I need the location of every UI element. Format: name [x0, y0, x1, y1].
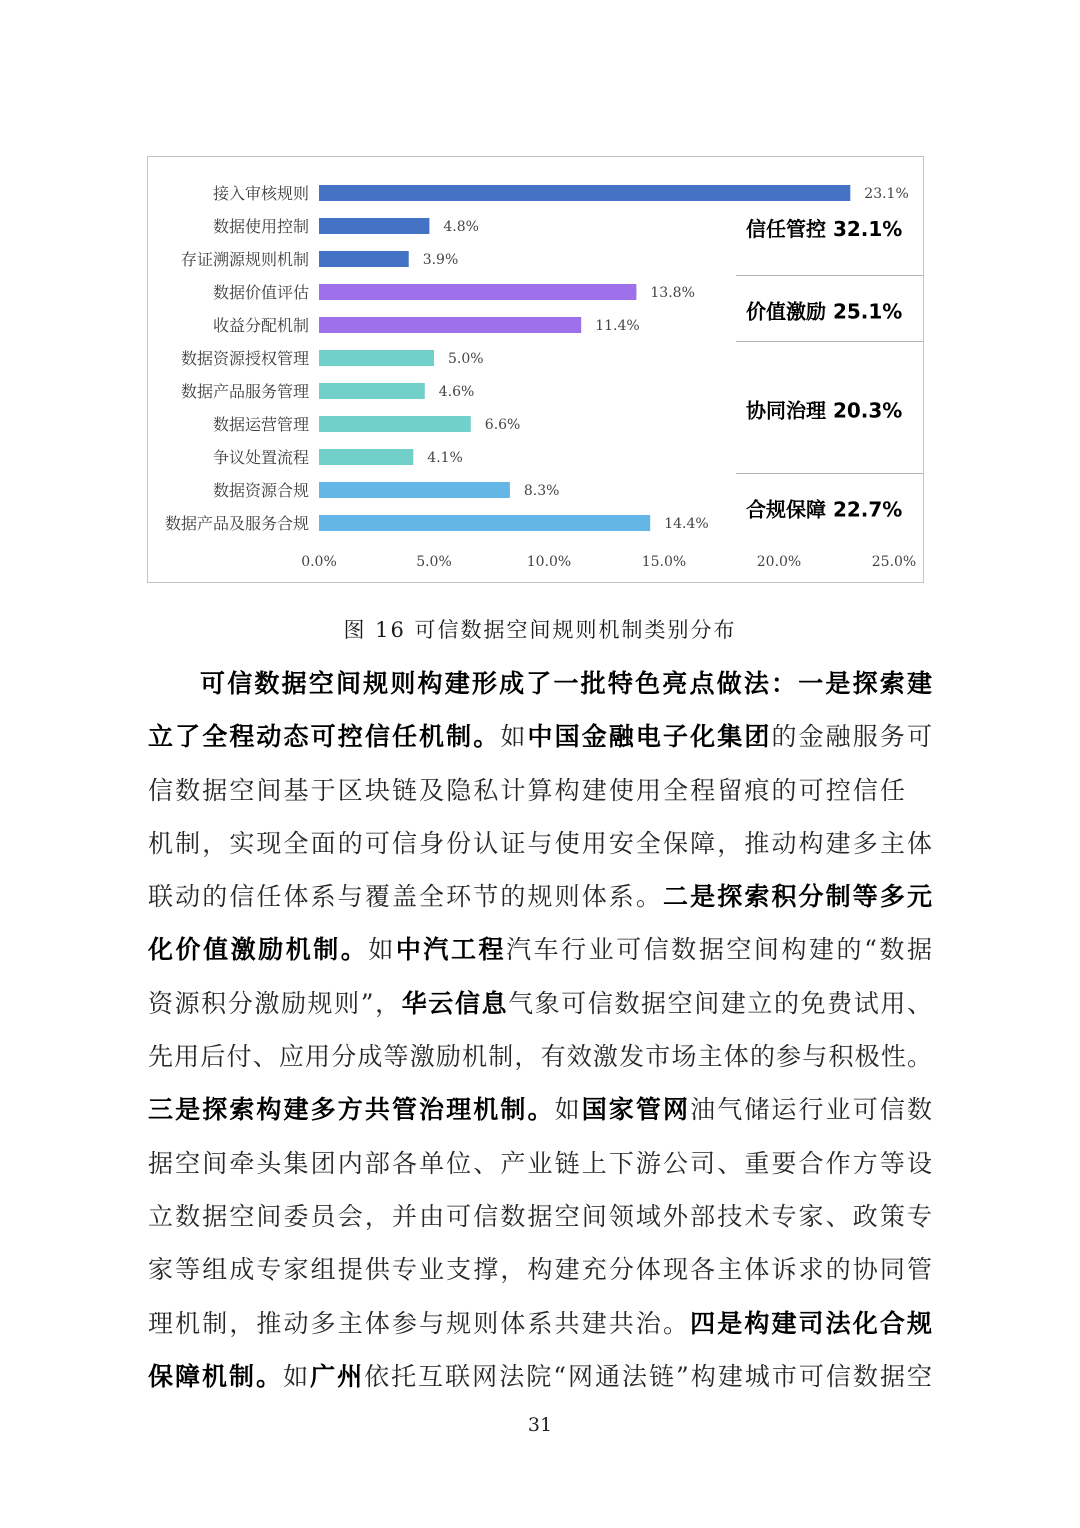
group-label: 价值激励 25.1%	[746, 299, 903, 324]
category-label: 数据资源授权管理	[180, 349, 309, 368]
bar-chart	[147, 156, 924, 583]
bold-text: 四是构建司法化合规	[690, 1308, 932, 1338]
bold-text: 华云信息	[401, 988, 509, 1018]
body-text: 家等组成专家组提供专业支撑，构建充分体现各主体诉求的协同管	[148, 1255, 932, 1285]
bar	[319, 317, 581, 333]
body-text: 气象可信数据空间建立的免费试用、	[508, 988, 932, 1018]
category-label: 数据价值评估	[212, 283, 309, 302]
bar	[319, 251, 409, 267]
bold-text: 立了全程动态可控信任机制。	[148, 722, 501, 752]
body-line	[148, 1030, 932, 1083]
value-label: 11.4%	[595, 318, 640, 334]
body-line	[148, 710, 932, 763]
body-line	[148, 1297, 932, 1350]
body-text: 如	[554, 1095, 582, 1125]
bar	[319, 383, 425, 399]
category-label: 争议处置流程	[212, 448, 309, 467]
body-text: 信数据空间基于区块链及隐私计算构建使用全程留痕的可控信任	[148, 775, 905, 805]
value-label: 6.6%	[484, 417, 521, 433]
bold-text: 广州	[310, 1361, 365, 1391]
group-label: 合规保障 22.7%	[746, 497, 903, 522]
bar-chart-canvas	[148, 157, 925, 584]
body-line	[200, 657, 932, 710]
body-line	[148, 977, 932, 1030]
bold-text: 国家管网	[581, 1095, 691, 1125]
body-line	[148, 1243, 932, 1296]
body-paragraph	[148, 657, 932, 1403]
bold-text: 化价值激励机制。	[148, 935, 369, 965]
body-line	[148, 1190, 932, 1243]
category-label: 数据产品服务管理	[180, 382, 309, 401]
page-number: 31	[527, 1414, 553, 1436]
bold-text: 中汽工程	[395, 935, 507, 965]
bar	[319, 350, 434, 366]
bar	[319, 218, 429, 234]
category-label: 数据使用控制	[212, 217, 309, 236]
value-label: 4.6%	[438, 384, 475, 400]
body-line	[148, 817, 932, 870]
body-text: 理机制，推动多主体参与规则体系共建共治。	[148, 1308, 691, 1338]
body-text: 依托互联网法院“网通法链”构建城市可信数据空	[364, 1361, 932, 1391]
body-text: 如	[368, 935, 396, 965]
x-tick-label: 10.0%	[526, 554, 572, 570]
figure-caption: 图 16 可信数据空间规则机制类别分布	[343, 618, 737, 642]
category-label: 接入审核规则	[212, 184, 309, 203]
body-text: 据空间牵头集团内部各单位、产业链上下游公司、重要合作方等设	[148, 1148, 932, 1178]
bar	[319, 482, 510, 498]
bold-text: 三是探索构建多方共管治理机制。	[148, 1095, 555, 1125]
x-tick-label: 15.0%	[641, 554, 687, 570]
value-label: 23.1%	[864, 186, 909, 202]
body-text: 先用后付、应用分成等激励机制，有效激发市场主体的参与积极性。	[148, 1042, 932, 1072]
body-text: 油气储运行业可信数	[690, 1095, 932, 1125]
bold-text: 二是探索积分制等多元	[663, 882, 932, 912]
bar	[319, 185, 850, 201]
value-label: 3.9%	[422, 252, 459, 268]
body-text: 的金融服务可	[771, 722, 932, 752]
value-label: 5.0%	[448, 351, 484, 367]
body-line	[148, 1137, 932, 1190]
value-label: 13.8%	[650, 285, 695, 301]
bold-text: 中国金融电子化集团	[527, 722, 772, 752]
value-label: 4.8%	[443, 219, 479, 235]
x-tick-label: 5.0%	[416, 554, 452, 570]
category-label: 数据资源合规	[212, 481, 309, 500]
category-label: 收益分配机制	[212, 316, 309, 335]
body-text: 联动的信任体系与覆盖全环节的规则体系。	[148, 882, 664, 912]
body-text: 立数据空间委员会，并由可信数据空间领域外部技术专家、政策专	[148, 1201, 932, 1231]
bar	[319, 449, 413, 465]
value-label: 8.3%	[523, 483, 560, 499]
bold-text: 保障机制。	[148, 1361, 284, 1391]
body-text: 如	[283, 1361, 311, 1391]
bar	[319, 284, 636, 300]
category-label: 数据产品及服务合规	[164, 514, 309, 533]
group-label: 协同治理 20.3%	[746, 398, 903, 423]
value-label: 4.1%	[427, 450, 463, 466]
body-text: 汽车行业可信数据空间构建的“数据	[506, 935, 932, 965]
category-label: 数据运营管理	[212, 415, 309, 434]
x-tick-label: 20.0%	[756, 554, 802, 570]
body-line	[148, 764, 905, 817]
body-text: 如	[500, 722, 528, 752]
bar	[319, 416, 471, 432]
x-tick-label: 0.0%	[301, 554, 337, 570]
body-line	[148, 1350, 932, 1403]
body-text: 机制，实现全面的可信身份认证与使用安全保障，推动构建多主体	[148, 828, 932, 858]
value-label: 14.4%	[664, 516, 709, 532]
body-line	[148, 1083, 932, 1136]
x-tick-label: 25.0%	[871, 554, 917, 570]
body-line	[148, 923, 932, 976]
body-line	[148, 870, 932, 923]
category-label: 存证溯源规则机制	[180, 250, 309, 269]
bar	[319, 515, 650, 531]
body-text: 资源积分激励规则”，	[148, 988, 402, 1018]
group-label: 信任管控 32.1%	[746, 217, 903, 241]
bold-text: 可信数据空间规则构建形成了一批特色亮点做法：一是探索建	[200, 669, 932, 698]
